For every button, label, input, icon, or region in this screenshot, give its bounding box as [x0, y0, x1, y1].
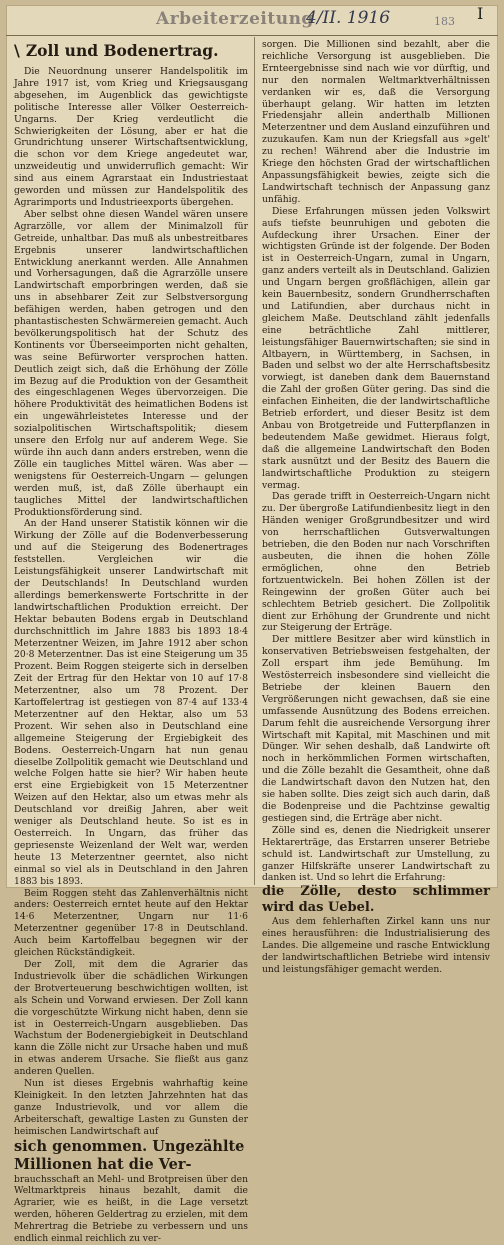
- paragraph: sorgen. Die Millionen sind bezahlt, aber die reichliche Versorgung ist ausgeblieben. Die Ernteergebnisse sind nach wie vor dürftig, und nur den normalen Weltmarktverhältnissen verdanken wir es, daß die Versorgung überhaupt gelang. Wir hatten im letzten Friedensjahr allein anderthalb Millionen Meterzentner und dem Ausland einzuführen und zuzukaufen. Kam nun der Kriegsfall aus »gelt' zu rechen! Während aber die Industrie im Kriege den höchsten Grad der wirtschaftlichen Anpassungsfähigkeit bewies, zeigte sich die Landwirtschaft technisch der Anpassung ganz unfähig.: [262, 39, 490, 205]
- corner-mark: I: [477, 4, 484, 23]
- article-column-left: [14, 39, 248, 1245]
- newspaper-name: Arbeiterzeitung: [156, 9, 314, 29]
- paragraph: Beim Roggen steht das Zahlenverhältnis nicht anders: Oesterreich erntet heute auf den Hektar 14·6 Meterzentner, Ungarn nur 11·6 Meterzentner gegenüber 17·8 in Deutschland. Auch beim Kartoffelbau begegnen wir der gleichen Rückständigkeit.: [14, 887, 248, 959]
- paragraph: Der mittlere Besitzer aber wird künstlich in konservativen Betriebsweisen festgehalten, der Zoll erspart ihm jede Bemühung. Im Westösterreich insbesondere sind vielleicht die Betriebe der kleinen Bauern den Vergrößerungen nicht gewachsen, daß sie eine umfassende Ausnützung des Bodens erreichen. Darum fehlt die ausreichende Versorgung ihrer Wirtschaft mit Kapital, mit Maschinen und mit Dünger. Wir sehen deshalb, daß Landwirte oft noch in herkömmlichen Formen wirtschaften, und die Zölle bezahlt die Gesamtheit, ohne daß die Landwirtschaft davon den Nutzen hat, den sie haben sollte. Dies zeigt sich auch darin, daß die Bodenpreise und die Pachtzinse gewaltig gestiegen sind, die Erträge aber nicht.: [262, 634, 490, 824]
- newspaper-clipping: [6, 4, 498, 1245]
- paragraph: brauchsschaft an Mehl- und Brotpreisen über den Weltmarktpreis hinaus bezahlt, damit die Agrarier, wie es heißt, in die Lage versetzt werden, höheren Geldertrag zu erzielen, mit dem Mehrertrag die Betriebe zu verbessern und uns endlich einmal reichlich zu ver-: [14, 1173, 248, 1245]
- emphasized-line: sich genommen. Ungezählte Millionen hat die Ver-: [14, 1137, 245, 1173]
- emphasized-line: die Zölle, desto schlimmer wird das Uebel.: [262, 884, 490, 916]
- paragraph: Nun ist dieses Ergebnis wahrhaftig keine Kleinigkeit. In den letzten Jahrzehnten hat das ganze Industrievolk, und vor allem die Arbeiterschaft, gewaltige Lasten zu Gunsten der heimischen Landwirtschaft auf: [14, 1078, 248, 1137]
- paragraph: Der Zoll, mit dem die Agrarier das Industrievolk über die schädlichen Wirkungen der Brotverteuerung beschwichtigen wollten, ist als Schein und Vorwand erwiesen. Der Zoll kann die vorgeschützte Wirkung nicht haben, denn sie ist in Oesterreich-Ungarn ausgeblieben. Das Wachstum der Bodenergiebigkeit in Deutschland kann die Zölle nicht zur Ursache haben und muß in etwas anderem Ursache. Sie fließt aus ganz anderen Quellen.: [14, 958, 248, 1078]
- handwritten-date: 4/II. 1916: [306, 8, 391, 28]
- paragraph: Die Neuordnung unserer Handelspolitik im Jahre 1917 ist, vom Krieg und Kriegsausgang abgesehen, im Augenblick das gewichtigste politische Interesse aller Völker Oesterreich-Ungarns. Der Krieg verdeutlicht die Schwierigkeiten der Lösung, aber er hat die Grundrichtung unserer Wirtschaftsentwicklung, die schon vor dem Kriege angedeutet war, unzweideutig und unwiderruflich gemacht: Wir sind aus einem Agrarstaat ein Industriestaat geworden und müssen zur Handelspolitik des Agrarimports und Industrieexports übergehen.: [14, 66, 248, 208]
- column-divider: [254, 37, 255, 885]
- paragraph: Diese Erfahrungen müssen jeden Volkswirt aufs tiefste beunruhigen und geboten die Aufdeckung ihrer Ursachen. Einer der wichtigsten Gründe ist der folgende. Der Boden ist in Oesterreich-Ungarn, zumal in Ungarn, ganz anders verteilt als in Deutschland. Galizien und Ungarn bergen großflächigen, allein gar kein Bauernbesitz, sondern Grundherrschaften und Latifundien, aber durchaus nicht in gleichem Maße. Deutschland zählt jedenfalls eine beträchtliche Zahl mittlerer, leistungsfähiger Bauernwirtschaften; sie sind in Altbayern, in Württemberg, in Sachsen, in Baden und selbst wo der alte Herrschaftsbesitz vorwiegt, ist daneben dank dem Bauernstand die Zahl der großen Güter gering. Das sind die einfachen Einheiten, die der landwirtschaftliche Betrieb erfordert, und dieser Besitz ist dem Anbau von Brotgetreide und Futterpflanzen in bedeutendem Maße gewidmet. Hieraus folgt, daß die allgemeine Landwirtschaft den Boden stark ausnützt und der Besitz des Bauern die landwirtschaftliche Produktion zu steigern vermag.: [262, 205, 490, 491]
- article-title: [14, 41, 248, 61]
- paragraph: Aus dem fehlerhaften Zirkel kann uns nur eines herausführen: die Industrialisierung des Landes. Die allgemeine und rasche Entwicklung der landwirtschaftlichen Betriebe wird intensiv und leistungsfähiger gemacht werden.: [262, 916, 490, 975]
- paragraph: Zölle sind es, denen die Niedrigkeit unserer Hektarerträge, das Erstarren unserer Betriebe schuld ist. Landwirtschaft zur Umstellung, zu ganzer Hilfskräfte unserer Landwirtschaft zu danken ist. Und so lehrt die Erfahrung:: [262, 824, 490, 884]
- paragraph: Das gerade trifft in Oesterreich-Ungarn nicht zu. Der übergroße Latifundienbesitz liegt in den Händen weniger Großgrundbesitzer und wird von herrschaftlichen Gutsverwaltungen betrieben, die den Boden nur nach Vorschriften ausbeuten, die ihnen die hohen Zölle ermöglichen, ohne den Betrieb fortzuentwickeln. Bei hohen Zöllen ist der Reingewinn der großen Güter auch bei schlechtem Betrieb gesichert. Die Zollpolitik dient zur Erhöhung der Grundrente und nicht zur Steigerung der Erträge.: [262, 491, 490, 634]
- paragraph: Aber selbst ohne diesen Wandel wären unsere Agrarzölle, vor allem der Minimalzoll für Getreide, unhaltbar. Das muß als unbestreitbares Ergebnis unserer landwirtschaftlichen Entwicklung anerkannt werden. Alle Annahmen und Vorhersagungen, daß die Agrarzölle unsere Landwirtschaft emporbringen werden, daß sie uns in absehbarer Zeit zur Selbstversorgung befähigen werden, haben getrogen und den phantastischesten Schwärmereien gemacht. Auch bevölkerungspolitisch hat der Schutz des Kontinents vor Überseeimporten nicht gehalten, was seine Befürworter versprochen hatten. Deutlich zeigt sich, daß die Erhöhung der Zölle im Bezug auf die Produktion von der Gesamtheit des eingeschlagenen Weges übervorzeigen. Die höhere Produktivität des heimatlichen Bodens ist ein ungewährleistetes Interesse und der sozialpolitischen Wirtschaftspolitik; diesem unsere den Erfolg nur auf anderem Wege. Sie würde ihn auch dann anders erstreben, wenn die Zölle ein taugliches Mittel wären. Was aber — wenigstens für Oesterreich-Ungarn — gelungen werden muß, ist, daß Zölle überhaupt ein taugliches Mittel der landwirtschaftlichen Produktionsförderung sind.: [14, 208, 248, 518]
- article-column-right: [262, 39, 490, 975]
- archive-page-number: 183: [434, 15, 455, 28]
- paragraph: An der Hand unserer Statistik können wir die Wirkung der Zölle auf die Bodenverbesserung und auf die Steigerung des Bodenertrages feststellen. Vergleichen wir die Leistungsfähigkeit unserer Landwirtschaft mit der Deutschlands! In Deutschland wurden allerdings bemerkenswerte Fortschritte in der landwirtschaftlichen Produktion erreicht. Der Hektar bebauten Bodens ergab in Deutschland durchschnittlich im Jahre 1883 bis 1893 18·4 Meterzentner Weizen, im Jahre 1912 aber schon 20·8 Meterzentner. Das ist eine Steigerung um 35 Prozent. Beim Roggen steigerte sich in derselben Zeit der Ertrag für den Hektar von 10 auf 17·8 Meterzentner, also um 78 Prozent. Der Kartoffelertrag ist gestiegen von 87·4 auf 133·4 Meterzentner auf den Hektar, also um 53 Prozent. Wir sehen also in Deutschland eine allgemeine Steigerung der Ergiebigkeit des Bodens. Oesterreich-Ungarn hat nun genau dieselbe Zollpolitik gemacht wie Deutschland und welche Folgen hatte sie hier? Wir haben heute erst eine Ergiebigkeit von 15 Meterzentner Weizen auf den Hektar, also um etwas mehr als Deutschland vor dreißig Jahren, aber weit weniger als Deutschland heute. So ist es in Oesterreich. In Ungarn, das früher das gepriesenste Weizenland der Welt war, werden heute 13 Meterzentner geerntet, also nicht einmal so viel als in Deutschland in den Jahren 1883 bis 1893.: [14, 518, 248, 887]
- title-bar-mark: \: [14, 41, 20, 60]
- masthead: [6, 5, 498, 36]
- article-title-text: Zoll und Bodenertrag.: [25, 41, 219, 60]
